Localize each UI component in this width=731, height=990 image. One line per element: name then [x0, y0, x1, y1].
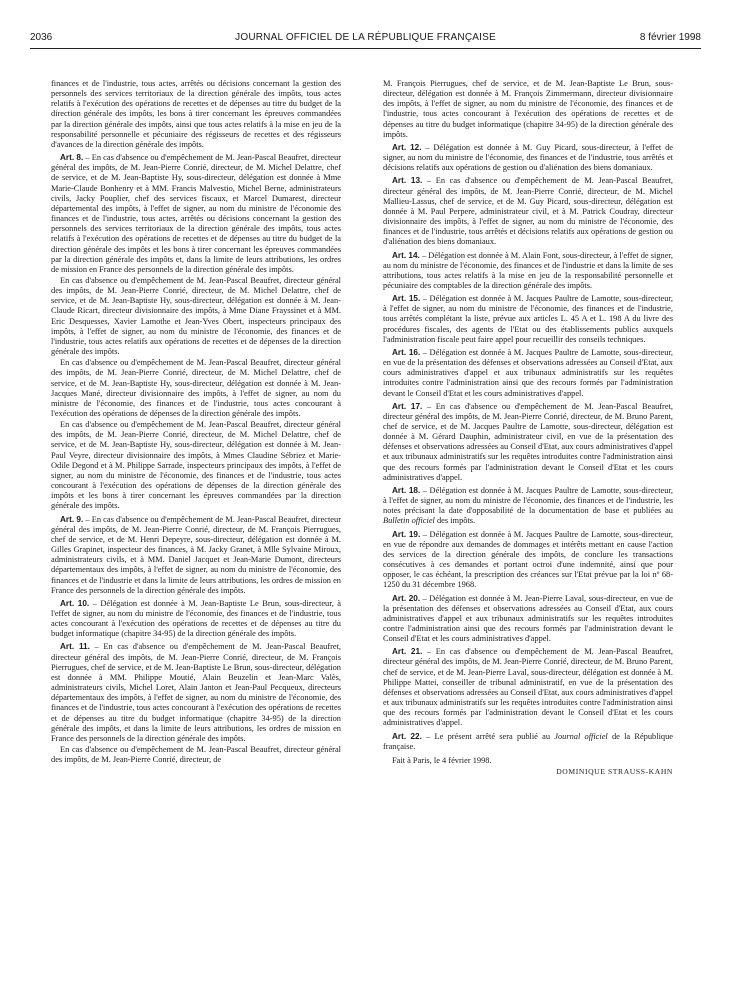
date-place-line: Fait à Paris, le 4 février 1998. — [392, 755, 492, 765]
article-22 — [383, 732, 673, 752]
article-label: Art. 14. — [392, 250, 420, 260]
article-20 — [383, 594, 673, 645]
article-11 — [51, 642, 341, 744]
article-label: Art. 11. — [60, 642, 90, 652]
article-18 — [383, 486, 673, 527]
article-text: – Délégation est donnée à M. Jacques Paultre de Lamotte, sous-directeur, en vue de la présentation des défenses et observations adressées au Conseil d'Etat, aux cours administratives d'appel et aux tribunaux administratifs sur les requêtes introduites contre l'administration ainsi que des recours formés par l'administration devant le Conseil d'Etat et les cours administratives d'appel. — [383, 347, 673, 398]
article-label: Art. 22. — [392, 731, 422, 741]
bulletin-title: Bulletin officiel — [383, 516, 435, 526]
right-column — [383, 79, 673, 777]
article-label: Art. 19. — [392, 529, 421, 539]
article-9 — [51, 515, 341, 596]
article-label: Art. 18. — [392, 485, 421, 495]
article-text: – Délégation est donnée à M. Jacques Paultre de Lamotte, sous-directeur, à l'effet de signer, au nom du ministre de l'économie, des finances et de l'industrie, tous arrêtés complétant la liste, prévue aux articles L. 45 A et L. 198 A du livre des procédures fiscales, des agents de l'Etat ou des établissements publics auxquels l'administration fiscale peut faire appel pour recueillir des conseils techniques. — [383, 294, 673, 344]
signature: DOMINIQUE STRAUSS-KAHN — [556, 767, 673, 776]
article-label: Art. 20. — [392, 593, 421, 603]
article-label: Art. 17. — [392, 401, 423, 411]
paragraph: En cas d'absence ou d'empêchement de M. Jean-Pascal Beaufret, directeur général des impôts, de M. Jean-Pierre Conrié, directeur, de M. Michel Delattre, chef de service, et de M. Jean-Baptiste Hy, sous-directeur, délégation est donnée à M. Jean-Paul Veyre, directeur divisionnaire des impôts, à Mmes Claudine Sébriez et Marie-Odile Degond et à M. Philippe Sarrade, inspecteurs principaux des impôts, à l'effet de signer, au nom du ministre de l'économie, des finances et de l'industrie, tous actes concourant à l'exécution des opérations de dépenses de la direction générale des impôts et les bons à tirer concernant les épreuves commandées par la direction générale des impôts. — [51, 420, 341, 511]
header-rule — [30, 48, 701, 49]
article-text: – Délégation est donnée à M. Jean-Baptiste Le Brun, sous-directeur, à l'effet de signer, au nom du ministre de l'économie, des finances et de l'industrie, tous actes concourant à l'exécution des opérations de recettes et de dépenses au titre du budget informatique (chapitre 34-95) de la direction générale des impôts. — [51, 598, 342, 639]
article-label: Art. 9. — [60, 514, 84, 524]
page-header — [30, 28, 701, 46]
article-16 — [383, 348, 673, 399]
article-text: – Délégation est donnée à M. Jacques Paultre de Lamotte, sous-directeur, à l'effet de signer, au nom du ministre de l'économie, des finances et de l'industrie, les notes précisant la date d'opposabilité de la documentation de base et publiées au — [383, 485, 673, 516]
article-label: Art. 15. — [392, 294, 421, 304]
article-12 — [383, 143, 673, 173]
article-label: Art. 10. — [60, 598, 90, 608]
article-21 — [383, 647, 673, 728]
paragraph: En cas d'absence ou d'empêchement de M. Jean-Pascal Beaufret, directeur général des impôts, de M. Jean-Pierre Conrié, directeur, de — [51, 745, 341, 765]
article-text: – En cas d'absence ou d'empêchement de M. Jean-Pascal Beaufret, directeur général des impôts, de M. Jean-Pierre Conrié, directeur, de M. Michel Mallieu-Lassus, chef de service, et de M. Guy Picard, sous-directeur, délégation est donnée à M. Paul Perpere, administrateur civil, et à M. Patrick Coudray, directeur divisionnaire des impôts, à l'effet de signer, au nom du ministre de l'économie, des finances et de l'industrie, tous arrêtés et décisions relatifs aux opérations de gestion ou d'aliénation des biens domaniaux. — [383, 176, 673, 247]
article-13 — [383, 176, 673, 247]
article-text: – En cas d'absence ou d'empêchement de M. Jean-Pascal Beaufret, directeur général des impôts, de M. Jean-Pierre Conrié, directeur, de M. Bruno Parent, chef de service, et de M. Jacques Paultre de Lamotte, sous-directeur, délégation est donnée à M. Gérard Dauphin, administrateur civil, en vue de la présentation des défenses et observations adressées au Conseil d'Etat, aux cours administratives d'appel et aux tribunaux administratifs sur les requêtes introduites contre l'administration ainsi que des recours formés par l'administration devant le Conseil d'Etat et les cours administratives d'appel. — [383, 401, 673, 482]
article-text: – Délégation est donnée à M. Guy Picard, sous-directeur, à l'effet de signer, au nom du ministre de l'économie, des finances et de l'industrie, tous arrêtés et décisions relatifs aux opérations de gestion ou d'aliénation des biens domaniaux. — [383, 142, 674, 173]
article-label: Art. 16. — [392, 347, 421, 357]
article-text: de la République française. — [383, 731, 673, 751]
article-label: Art. 8. — [60, 153, 84, 163]
journal-officiel-title: Journal officiel — [554, 731, 608, 741]
article-10 — [51, 599, 341, 640]
article-15 — [383, 294, 673, 345]
article-text: – Le présent arrêté sera publié au — [421, 731, 555, 741]
paragraph: M. François Pierrugues, chef de service, et de M. Jean-Baptiste Le Brun, sous-directeur, délégation est donnée à M. François Zimmermann, directeur divisionnaire des impôts, à l'effet de signer, au nom du ministre de l'économie, des finances et de l'industrie, tous actes concourant à l'exécution des opérations de recettes et de dépenses au titre du budget informatique (chapitre 34-95) de la direction générale des impôts. — [383, 79, 673, 139]
article-text: – Délégation est donnée à M. Jacques Paultre de Lamotte, sous-directeur, en vue de répondre aux demandes de dommages et intérêts mettant en cause l'action des services de la direction générale des impôts, de conclure les transactions consécutives à ces demandes et portant octroi d'une indemnité, ainsi que pour opposer, le cas échéant, la prescription des créances sur l'Etat prévue par la loi nº 68-1250 du 31 décembre 1968. — [383, 529, 673, 590]
paragraph: En cas d'absence ou d'empêchement de M. Jean-Pascal Beaufret, directeur général des impôts, de M. Jean-Pierre Conrié, directeur, de M. Michel Delattre, chef de service, et de M. Jean-Baptiste Hy, sous-directeur, délégation est donnée à M. Jean-Claude Ricart, directeur divisionnaire des impôts, à Mme Diane Frayssinet et à MM. Eric Desquesses, Xavier Lamothe et Jean-Yves Obert, inspecteurs principaux des impôts, à l'effet de signer, au nom du ministre de l'économie, des finances et de l'industrie, tous actes relatifs aux opérations de recettes et de dépenses de la direction générale des impôts. — [51, 275, 341, 357]
publication-date: 8 février 1998 — [639, 32, 701, 43]
article-text: – En cas d'absence ou d'empêchement de M. Jean-Pascal Beaufret, directeur général des impôts, de M. Jean-Pierre Conrié, directeur, de M. François Pierrugues, chef de service, et de M. Jean-Baptiste Le Brun, sous-directeur, délégation est donnée à MM. Philippe Moutié, Alain Beuzelin et Jean-Marc Valès, administrateurs civils, Michel Loret, Alain Janton et Jean-Paul Pecqueux, directeurs départementaux des impôts, à l'effet de signer, au nom du ministre de l'économie, des finances et de l'industrie, tous actes concourant à l'exécution des opérations de recettes et de dépenses au titre du budget informatique (chapitre 34-95) de la direction générale des impôts, et dans la limite de leurs attributions, les ordres de mission en France des personnels de la direction générale des impôts. — [51, 642, 341, 743]
article-label: Art. 13. — [392, 176, 423, 186]
article-text: – En cas d'absence ou d'empêchement de M. Jean-Pascal Beaufret, directeur général des impôts, de M. Jean-Pierre Conrié, directeur, de M. Michel Delattre, chef de service, et de M. Jean-Baptiste Hy, sous-directeur, délégation est donnée à Mme Marie-Claude Bonhenry et à MM. Francis Malvestio, Michel Berne, administrateurs civils, Jacky Pouplier, chef des services fiscaux, et Marcel Dumarest, directeur départemental des impôts, à l'effet de signer, au nom du ministre de l'économie des finances et de l'industrie, tous actes, arrêtés ou décisions concernant la gestion des personnels des services territoriaux de la direction générale des impôts, tous actes relatifs à l'exécution des opérations de recettes et de dépenses au titre du budget de la direction générale des impôts et les bons à tirer concernant les épreuves commandées par la direction générale des impôts et, dans la limite de leurs attributions, les ordres de mission en France des personnels de la direction générale des impôts. — [51, 153, 341, 274]
journal-title: JOURNAL OFFICIEL DE LA RÉPUBLIQUE FRANÇAISE — [235, 32, 496, 43]
article-text: – Délégation est donnée à M. Jean-Pierre Laval, sous-directeur, en vue de la présentation des défenses et observations adressées au Conseil d'Etat, aux cours administratives d'appel et aux tribunaux administratifs sur les requêtes introduites contre l'administration ainsi que des recours formés par l'administration devant le Conseil d'Etat et les cours administratives d'appel. — [383, 593, 673, 644]
page-number: 2036 — [30, 32, 53, 43]
left-column — [51, 79, 341, 765]
article-text: des impôts. — [434, 516, 476, 526]
paragraph: finances et de l'industrie, tous actes, arrêtés ou décisions concernant la gestion des personnels des services territoriaux de la direction générale des impôts, tous actes relatifs à l'exécution des opérations de recettes et de dépenses au titre du budget de la direction générale des impôts, les bons à tirer concernant les épreuves commandées par la direction générale des impôts, ainsi que tous actes relatifs à la mise en jeu de la responsabilité personnelle et pécuniaire des régisseurs de recettes et des régisseurs d'avances de la direction générale des impôts. — [51, 79, 341, 149]
article-label: Art. 12. — [392, 142, 422, 152]
paragraph: En cas d'absence ou d'empêchement de M. Jean-Pascal Beaufret, directeur général des impôts, de M. Jean-Pierre Conrié, directeur, de M. Michel Delattre, chef de service, et de M. Jean-Baptiste Hy, sous-directeur, délégation est donnée à M. Jean-Jacques Mané, directeur divisionnaire des impôts, à l'effet de signer, au nom du ministre de l'économie, des finances et de l'industrie, tous actes concourant à l'exécution des opérations de dépenses de la direction générale des impôts. — [51, 358, 341, 418]
article-text: – En cas d'absence ou d'empêchement de M. Jean-Pascal Beaufret, directeur général des impôts, de M. Jean-Pierre Conrié, directeur, de M. François Pierrugues, chef de service, et de M. Henri Depeyre, sous-directeur, délégation est donnée à M. Gilles Grapinet, inspecteur des finances, à M. Jacky Granet, à Mlle Sylvaine Miroux, administrateurs civils, et à MM. Daniel Jacquet et Jean-Marie Dumont, directeurs départementaux des impôts, à l'effet de signer, au nom du ministre de l'économie, des finances et de l'industrie et dans la limite de leurs attributions, les ordres de mission en France des personnels de la direction générale des impôts. — [51, 514, 341, 595]
article-label: Art. 21. — [392, 647, 423, 657]
article-text: – En cas d'absence ou d'empêchement de M. Jean-Pascal Beaufret, directeur général des impôts, de M. Jean-Pierre Conrié, directeur, de M. Bruno Parent, chef de service, et de M. Jean-Pierre Laval, sous-directeur, délégation est donnée à M. Philippe Mattei, conseiller de tribunal administratif, en vue de la présentation des défenses et observations adressées au Conseil d'Etat, aux cours administratives d'appel et aux tribunaux administratifs sur les requêtes introduites contre l'administration ainsi que des recours formés par l'administration devant le Conseil d'Etat et les cours administratives d'appel. — [383, 647, 673, 728]
article-text: – Délégation est donnée à M. Alain Font, sous-directeur, à l'effet de signer, au nom du ministre de l'économie, des finances et de l'industrie et dans la limite de ses attributions, tous actes relatifs à la mise en jeu de la responsabilité personnelle et pécuniaire des comptables de la direction générale des impôts. — [383, 250, 673, 290]
article-17 — [383, 402, 673, 483]
article-19 — [383, 530, 673, 591]
article-8 — [51, 153, 341, 275]
article-14 — [383, 251, 673, 292]
